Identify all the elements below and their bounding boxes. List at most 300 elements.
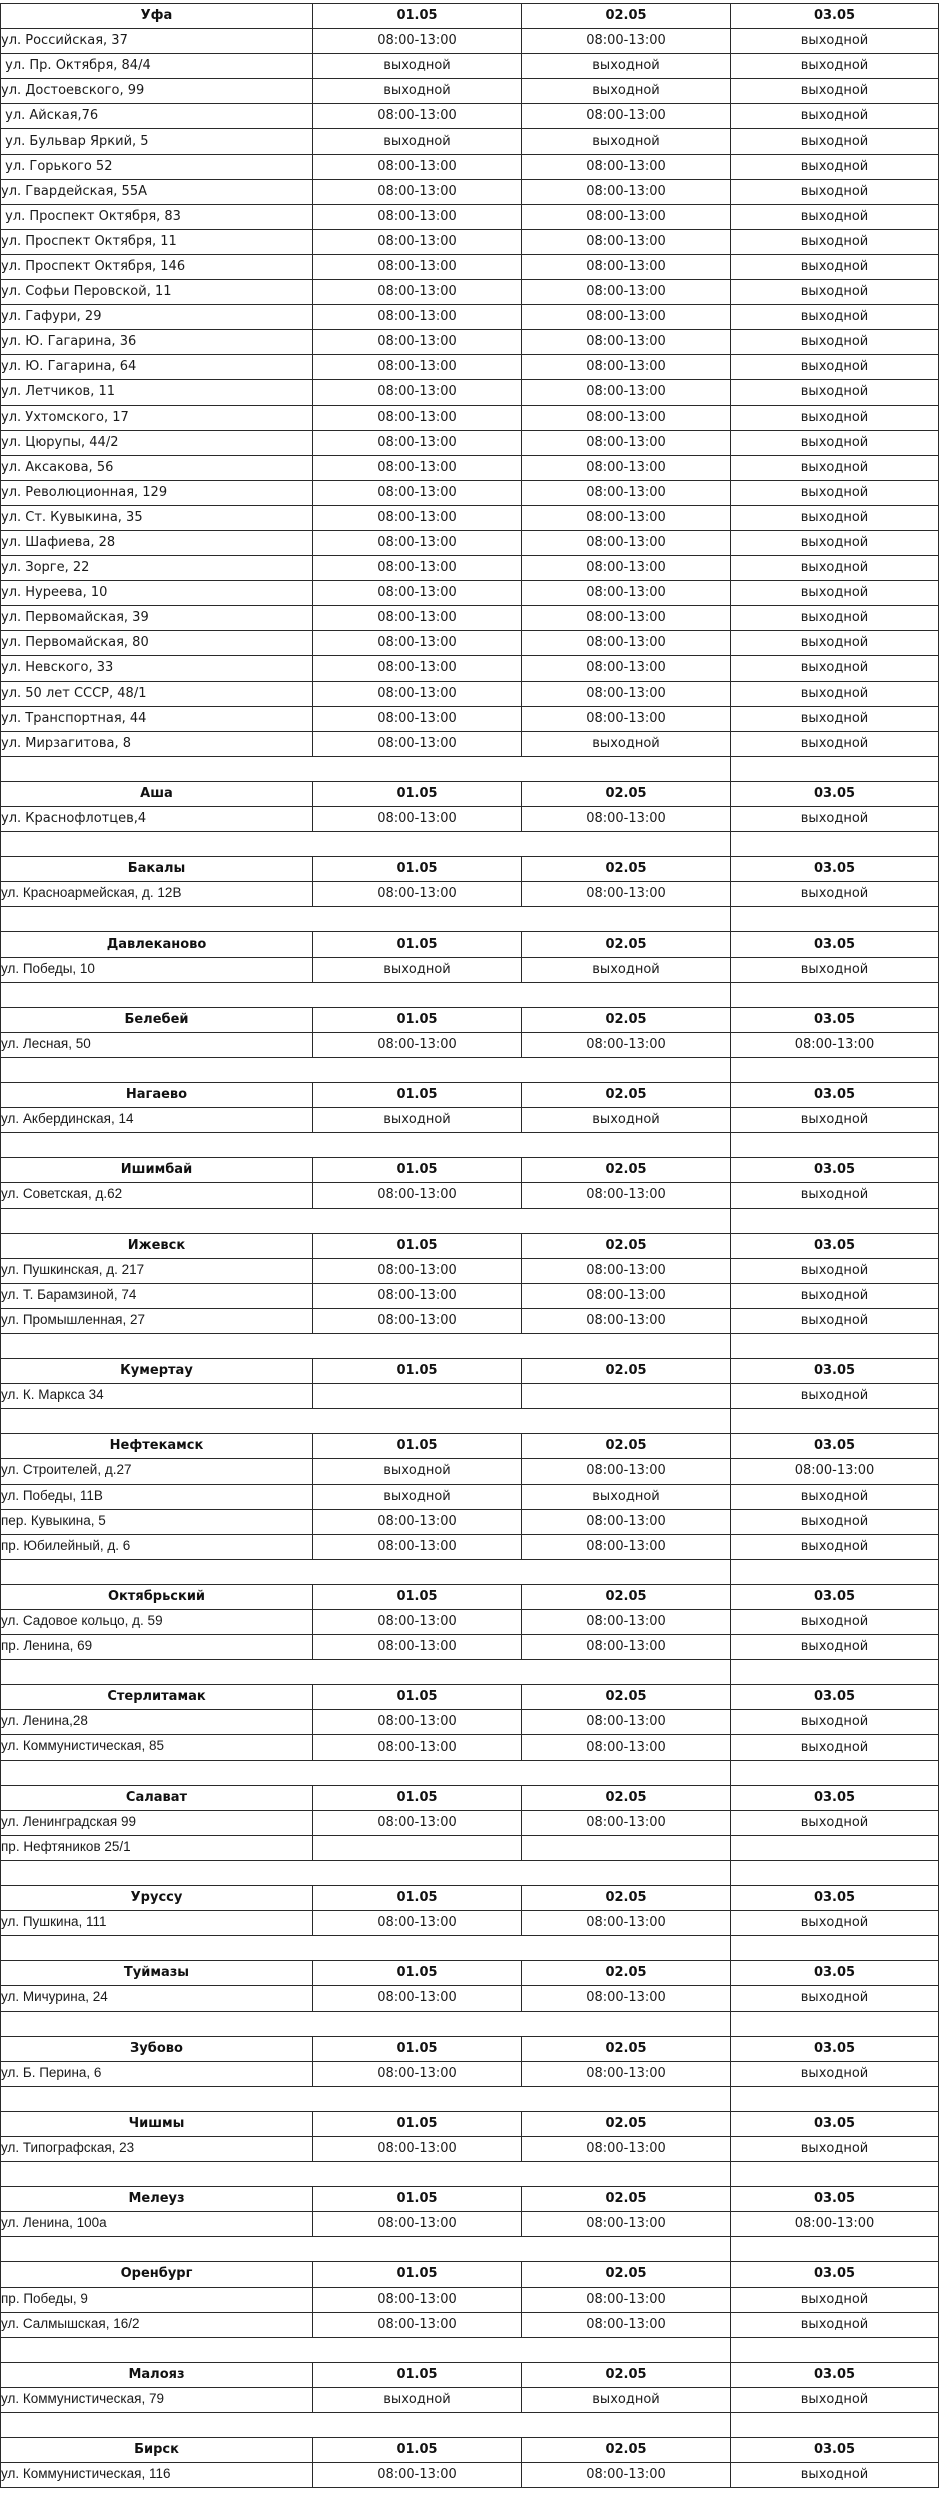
spacer-row (1, 1333, 939, 1358)
hours-cell: 08:00-13:00 (313, 581, 522, 606)
address-cell: ул. Ст. Кувыкина, 35 (1, 505, 313, 530)
hours-cell: выходной (731, 305, 939, 330)
day-header: 03.05 (731, 2438, 939, 2463)
section-header-row (1, 1359, 939, 1384)
hours-cell: 08:00-13:00 (522, 656, 731, 681)
spacer-row (1, 982, 939, 1007)
day-header: 01.05 (313, 1886, 522, 1911)
spacer-cell (1, 2413, 731, 2438)
address-cell: ул. Мирзагитова, 8 (1, 731, 313, 756)
hours-cell: выходной (731, 1308, 939, 1333)
address-cell: ул. Нуреева, 10 (1, 581, 313, 606)
hours-cell: выходной (731, 1810, 939, 1835)
hours-cell: выходной (313, 54, 522, 79)
hours-cell: 08:00-13:00 (313, 229, 522, 254)
hours-cell: 08:00-13:00 (313, 2136, 522, 2161)
hours-cell: выходной (313, 957, 522, 982)
table-row (1, 380, 939, 405)
address-cell: ул. Коммунистическая, 85 (1, 1735, 313, 1760)
section-header-row (1, 4, 939, 29)
address-cell: ул. Аксакова, 56 (1, 455, 313, 480)
spacer-cell (1, 1409, 731, 1434)
day-header: 03.05 (731, 1083, 939, 1108)
spacer-cell (731, 1208, 939, 1233)
hours-cell (522, 1835, 731, 1860)
address-cell: ул. Проспект Октября, 83 (1, 204, 313, 229)
hours-cell: 08:00-13:00 (522, 505, 731, 530)
day-header: 03.05 (731, 4, 939, 29)
hours-cell: выходной (731, 1384, 939, 1409)
spacer-cell (731, 1409, 939, 1434)
day-header: 02.05 (522, 932, 731, 957)
spacer-row (1, 1860, 939, 1885)
hours-cell: 08:00-13:00 (313, 480, 522, 505)
table-row (1, 1986, 939, 2011)
day-header: 01.05 (313, 4, 522, 29)
day-header: 02.05 (522, 1158, 731, 1183)
table-row (1, 1459, 939, 1484)
spacer-cell (731, 2162, 939, 2187)
spacer-cell (1, 756, 731, 781)
hours-cell: 08:00-13:00 (522, 104, 731, 129)
spacer-row (1, 1133, 939, 1158)
hours-cell: выходной (522, 957, 731, 982)
address-cell: ул. Краснофлотцев,4 (1, 807, 313, 832)
address-cell: ул. Проспект Октября, 11 (1, 229, 313, 254)
hours-cell: выходной (731, 2061, 939, 2086)
hours-cell: выходной (313, 1108, 522, 1133)
section-header-row (1, 1584, 939, 1609)
spacer-cell (1, 2237, 731, 2262)
hours-cell: 08:00-13:00 (522, 556, 731, 581)
table-row (1, 656, 939, 681)
hours-cell: 08:00-13:00 (313, 455, 522, 480)
hours-cell: 08:00-13:00 (313, 1258, 522, 1283)
day-header: 01.05 (313, 1685, 522, 1710)
section-header-row (1, 1785, 939, 1810)
hours-cell: 08:00-13:00 (313, 731, 522, 756)
hours-cell: 08:00-13:00 (313, 556, 522, 581)
table-row (1, 79, 939, 104)
table-row (1, 29, 939, 54)
address-cell: ул. Типографская, 23 (1, 2136, 313, 2161)
table-row (1, 1911, 939, 1936)
hours-cell: 08:00-13:00 (522, 330, 731, 355)
hours-cell (731, 1835, 939, 1860)
address-cell: ул. Первомайская, 80 (1, 631, 313, 656)
hours-cell: выходной (731, 104, 939, 129)
spacer-cell (731, 1057, 939, 1082)
hours-cell: 08:00-13:00 (522, 2061, 731, 2086)
hours-cell: выходной (731, 2387, 939, 2412)
hours-cell: выходной (731, 1710, 939, 1735)
table-row (1, 1509, 939, 1534)
day-header: 01.05 (313, 2187, 522, 2212)
hours-cell: выходной (731, 1183, 939, 1208)
table-row (1, 1108, 939, 1133)
city-name: Давлеканово (1, 932, 313, 957)
table-row (1, 330, 939, 355)
city-name: Салават (1, 1785, 313, 1810)
hours-cell: 08:00-13:00 (522, 1710, 731, 1735)
spacer-cell (1, 1333, 731, 1358)
hours-cell: выходной (731, 1484, 939, 1509)
spacer-cell (731, 1133, 939, 1158)
day-header: 01.05 (313, 1961, 522, 1986)
section-header-row (1, 857, 939, 882)
city-name: Бирск (1, 2438, 313, 2463)
table-row (1, 731, 939, 756)
spacer-row (1, 1760, 939, 1785)
city-name: Кумертау (1, 1359, 313, 1384)
address-cell: ул. Ю. Гагарина, 64 (1, 355, 313, 380)
hours-cell: 08:00-13:00 (522, 254, 731, 279)
hours-cell: 08:00-13:00 (522, 631, 731, 656)
day-header: 03.05 (731, 857, 939, 882)
section-header-row (1, 2036, 939, 2061)
day-header: 02.05 (522, 2262, 731, 2287)
day-header: 03.05 (731, 1359, 939, 1384)
hours-cell: 08:00-13:00 (313, 882, 522, 907)
table-row (1, 2463, 939, 2488)
day-header: 01.05 (313, 2111, 522, 2136)
hours-cell: выходной (731, 505, 939, 530)
hours-cell: выходной (731, 631, 939, 656)
address-cell: ул. Ленинградская 99 (1, 1810, 313, 1835)
hours-cell: 08:00-13:00 (522, 2312, 731, 2337)
hours-cell: 08:00-13:00 (313, 1911, 522, 1936)
address-cell: ул. Т. Барамзиной, 74 (1, 1283, 313, 1308)
hours-cell: 08:00-13:00 (313, 355, 522, 380)
address-cell: ул. Пр. Октября, 84/4 (1, 54, 313, 79)
hours-cell: выходной (731, 229, 939, 254)
day-header: 02.05 (522, 2438, 731, 2463)
section-header-row (1, 2438, 939, 2463)
table-row (1, 254, 939, 279)
hours-cell: 08:00-13:00 (522, 29, 731, 54)
hours-cell: 08:00-13:00 (313, 706, 522, 731)
table-row (1, 1183, 939, 1208)
hours-cell: 08:00-13:00 (522, 154, 731, 179)
schedule-table-body (1, 4, 939, 2488)
table-row (1, 1308, 939, 1333)
hours-cell: выходной (731, 2463, 939, 2488)
spacer-cell (1, 982, 731, 1007)
address-cell: ул. Гвардейская, 55А (1, 179, 313, 204)
hours-cell: 08:00-13:00 (731, 1459, 939, 1484)
hours-cell: 08:00-13:00 (313, 1610, 522, 1635)
table-row (1, 807, 939, 832)
hours-cell: выходной (731, 1986, 939, 2011)
address-cell: ул. К. Маркса 34 (1, 1384, 313, 1409)
city-name: Нефтекамск (1, 1434, 313, 1459)
hours-cell: 08:00-13:00 (313, 1635, 522, 1660)
day-header: 02.05 (522, 1685, 731, 1710)
section-header-row (1, 2362, 939, 2387)
spacer-row (1, 2162, 939, 2187)
hours-cell: выходной (313, 2387, 522, 2412)
table-row (1, 631, 939, 656)
hours-cell: 08:00-13:00 (313, 179, 522, 204)
hours-cell (313, 1384, 522, 1409)
city-name: Нагаево (1, 1083, 313, 1108)
city-name: Стерлитамак (1, 1685, 313, 1710)
hours-cell: 08:00-13:00 (313, 631, 522, 656)
table-row (1, 179, 939, 204)
spacer-row (1, 2011, 939, 2036)
hours-cell: 08:00-13:00 (522, 2212, 731, 2237)
hours-cell: 08:00-13:00 (522, 179, 731, 204)
hours-cell: 08:00-13:00 (522, 280, 731, 305)
day-header: 03.05 (731, 1007, 939, 1032)
day-header: 03.05 (731, 2036, 939, 2061)
address-cell: ул. Революционная, 129 (1, 480, 313, 505)
spacer-cell (731, 1660, 939, 1685)
address-cell: пр. Победы, 9 (1, 2287, 313, 2312)
hours-cell: выходной (731, 1283, 939, 1308)
table-row (1, 480, 939, 505)
hours-cell: выходной (731, 1108, 939, 1133)
hours-cell: 08:00-13:00 (313, 1183, 522, 1208)
day-header: 02.05 (522, 1886, 731, 1911)
city-name: Мелеуз (1, 2187, 313, 2212)
hours-cell: выходной (522, 2387, 731, 2412)
city-name: Ижевск (1, 1233, 313, 1258)
hours-cell: выходной (731, 706, 939, 731)
hours-cell: 08:00-13:00 (522, 1183, 731, 1208)
table-row (1, 305, 939, 330)
spacer-row (1, 2337, 939, 2362)
spacer-cell (1, 1760, 731, 1785)
table-row (1, 1534, 939, 1559)
hours-cell: 08:00-13:00 (313, 305, 522, 330)
table-row (1, 505, 939, 530)
city-name: Аша (1, 781, 313, 806)
spacer-row (1, 1409, 939, 1434)
hours-cell: выходной (731, 656, 939, 681)
spacer-cell (1, 2011, 731, 2036)
spacer-cell (1, 2162, 731, 2187)
hours-cell: 08:00-13:00 (522, 581, 731, 606)
address-cell: ул. Промышленная, 27 (1, 1308, 313, 1333)
hours-cell: 08:00-13:00 (522, 1534, 731, 1559)
day-header: 01.05 (313, 1007, 522, 1032)
table-row (1, 2287, 939, 2312)
day-header: 03.05 (731, 1584, 939, 1609)
city-name: Чишмы (1, 2111, 313, 2136)
spacer-cell (1, 2337, 731, 2362)
spacer-cell (1, 1208, 731, 1233)
hours-cell: выходной (731, 530, 939, 555)
hours-cell: выходной (731, 1735, 939, 1760)
hours-cell: 08:00-13:00 (522, 1258, 731, 1283)
hours-cell: выходной (731, 455, 939, 480)
day-header: 01.05 (313, 2438, 522, 2463)
hours-cell: 08:00-13:00 (313, 1534, 522, 1559)
spacer-row (1, 1660, 939, 1685)
hours-cell: выходной (313, 129, 522, 154)
address-cell: ул. Достоевского, 99 (1, 79, 313, 104)
spacer-row (1, 907, 939, 932)
day-header: 03.05 (731, 2111, 939, 2136)
hours-cell: выходной (731, 681, 939, 706)
schedule-table (0, 3, 939, 2488)
address-cell: ул. Айская,76 (1, 104, 313, 129)
section-header-row (1, 1434, 939, 1459)
hours-cell: 08:00-13:00 (522, 1635, 731, 1660)
hours-cell: 08:00-13:00 (313, 1810, 522, 1835)
spacer-row (1, 1208, 939, 1233)
city-name: Малояз (1, 2362, 313, 2387)
hours-cell: выходной (731, 2312, 939, 2337)
table-row (1, 355, 939, 380)
hours-cell: 08:00-13:00 (522, 1032, 731, 1057)
day-header: 01.05 (313, 1584, 522, 1609)
spacer-cell (731, 2011, 939, 2036)
hours-cell: выходной (731, 1258, 939, 1283)
hours-cell: 08:00-13:00 (313, 1735, 522, 1760)
table-row (1, 405, 939, 430)
table-row (1, 581, 939, 606)
hours-cell: 08:00-13:00 (522, 2463, 731, 2488)
address-cell: ул. Пушкина, 111 (1, 1911, 313, 1936)
section-header-row (1, 2262, 939, 2287)
city-name: Уруссу (1, 1886, 313, 1911)
day-header: 02.05 (522, 1584, 731, 1609)
spacer-row (1, 2237, 939, 2262)
address-cell: пр. Нефтяников 25/1 (1, 1835, 313, 1860)
hours-cell: выходной (522, 731, 731, 756)
day-header: 01.05 (313, 1083, 522, 1108)
hours-cell: выходной (731, 380, 939, 405)
hours-cell: выходной (522, 129, 731, 154)
hours-cell: 08:00-13:00 (522, 1735, 731, 1760)
hours-cell: 08:00-13:00 (313, 606, 522, 631)
hours-cell: выходной (731, 731, 939, 756)
hours-cell: выходной (731, 79, 939, 104)
spacer-cell (1, 2086, 731, 2111)
hours-cell: 08:00-13:00 (313, 430, 522, 455)
day-header: 02.05 (522, 2111, 731, 2136)
day-header: 01.05 (313, 2036, 522, 2061)
spacer-row (1, 1559, 939, 1584)
section-header-row (1, 1158, 939, 1183)
table-row (1, 1835, 939, 1860)
hours-cell: 08:00-13:00 (313, 681, 522, 706)
table-row (1, 104, 939, 129)
hours-cell: выходной (731, 204, 939, 229)
hours-cell: выходной (313, 1459, 522, 1484)
hours-cell: 08:00-13:00 (313, 530, 522, 555)
spacer-cell (731, 2086, 939, 2111)
table-row (1, 1032, 939, 1057)
table-row (1, 2387, 939, 2412)
spacer-cell (731, 2337, 939, 2362)
hours-cell: 08:00-13:00 (313, 29, 522, 54)
table-row (1, 1710, 939, 1735)
section-header-row (1, 1961, 939, 1986)
hours-cell: выходной (522, 1484, 731, 1509)
hours-cell: выходной (731, 1610, 939, 1635)
city-name: Бакалы (1, 857, 313, 882)
section-header-row (1, 1083, 939, 1108)
spacer-cell (731, 907, 939, 932)
section-header-row (1, 781, 939, 806)
hours-cell: 08:00-13:00 (522, 305, 731, 330)
hours-cell: выходной (731, 29, 939, 54)
day-header: 03.05 (731, 1685, 939, 1710)
address-cell: пр. Юбилейный, д. 6 (1, 1534, 313, 1559)
day-header: 02.05 (522, 781, 731, 806)
spacer-cell (731, 2413, 939, 2438)
hours-cell: выходной (731, 2136, 939, 2161)
address-cell: пер. Кувыкина, 5 (1, 1509, 313, 1534)
table-row (1, 1484, 939, 1509)
table-row (1, 1283, 939, 1308)
hours-cell: 08:00-13:00 (522, 706, 731, 731)
day-header: 03.05 (731, 781, 939, 806)
day-header: 01.05 (313, 2362, 522, 2387)
section-header-row (1, 2111, 939, 2136)
day-header: 03.05 (731, 1886, 939, 1911)
hours-cell: выходной (731, 1635, 939, 1660)
hours-cell: выходной (731, 480, 939, 505)
table-row (1, 229, 939, 254)
table-row (1, 2136, 939, 2161)
hours-cell: выходной (731, 179, 939, 204)
hours-cell: выходной (731, 355, 939, 380)
hours-cell: 08:00-13:00 (522, 1986, 731, 2011)
hours-cell: выходной (731, 957, 939, 982)
address-cell: ул. Акбердинская, 14 (1, 1108, 313, 1133)
day-header: 02.05 (522, 1359, 731, 1384)
hours-cell: 08:00-13:00 (522, 1810, 731, 1835)
spacer-cell (731, 2237, 939, 2262)
hours-cell: 08:00-13:00 (313, 2312, 522, 2337)
hours-cell: выходной (731, 1509, 939, 1534)
hours-cell: 08:00-13:00 (313, 1509, 522, 1534)
address-cell: ул. Ю. Гагарина, 36 (1, 330, 313, 355)
spacer-cell (731, 1760, 939, 1785)
address-cell: ул. Строителей, д.27 (1, 1459, 313, 1484)
hours-cell: выходной (731, 254, 939, 279)
address-cell: ул. Цюрупы, 44/2 (1, 430, 313, 455)
hours-cell: выходной (522, 79, 731, 104)
hours-cell: 08:00-13:00 (313, 254, 522, 279)
hours-cell: 08:00-13:00 (522, 1308, 731, 1333)
address-cell: ул. Лесная, 50 (1, 1032, 313, 1057)
hours-cell: 08:00-13:00 (313, 1283, 522, 1308)
spacer-cell (731, 832, 939, 857)
city-name: Уфа (1, 4, 313, 29)
day-header: 02.05 (522, 2036, 731, 2061)
day-header: 02.05 (522, 857, 731, 882)
hours-cell: выходной (731, 280, 939, 305)
hours-cell: 08:00-13:00 (522, 530, 731, 555)
hours-cell: выходной (522, 1108, 731, 1133)
spacer-cell (731, 1333, 939, 1358)
hours-cell: 08:00-13:00 (522, 480, 731, 505)
hours-cell: выходной (731, 1911, 939, 1936)
table-row (1, 556, 939, 581)
hours-cell: 08:00-13:00 (313, 330, 522, 355)
city-name: Октябрьский (1, 1584, 313, 1609)
hours-cell: 08:00-13:00 (313, 2212, 522, 2237)
hours-cell: выходной (731, 807, 939, 832)
address-cell: ул. Красноармейская, д. 12В (1, 882, 313, 907)
city-name: Зубово (1, 2036, 313, 2061)
address-cell: ул. Шафиева, 28 (1, 530, 313, 555)
